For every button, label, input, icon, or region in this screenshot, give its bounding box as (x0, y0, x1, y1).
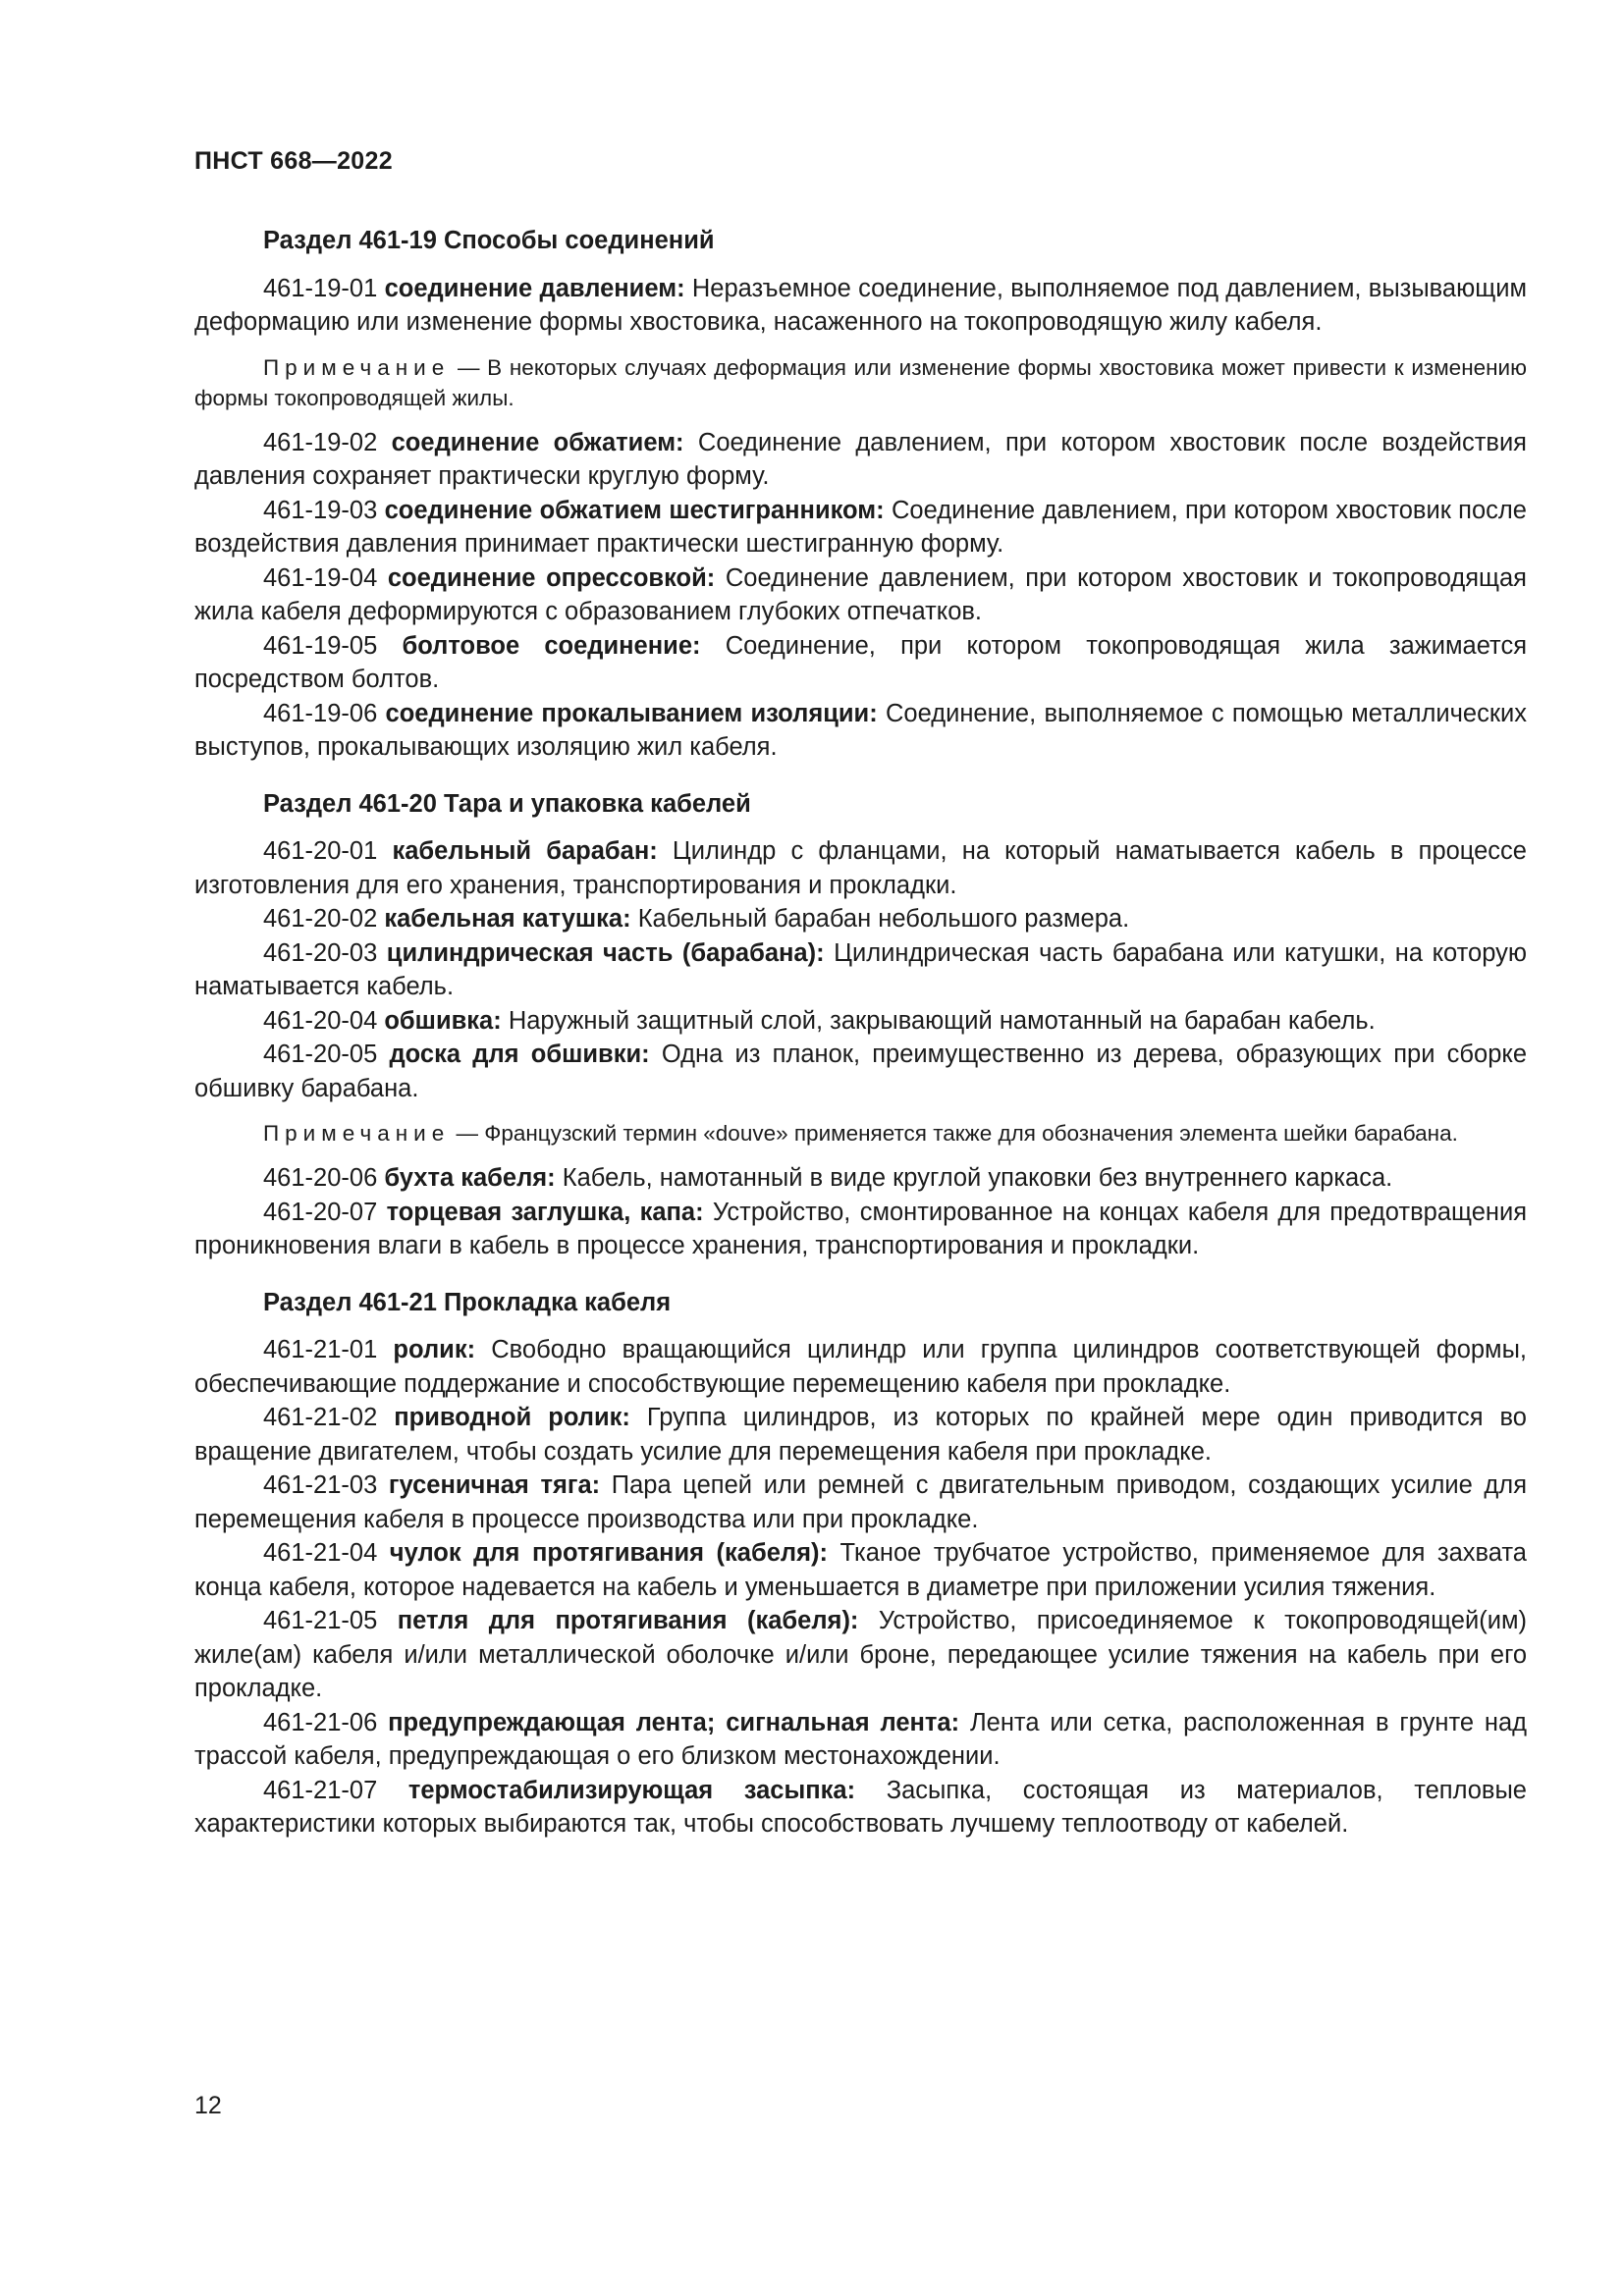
note-label: Примечание (263, 354, 451, 380)
term-code: 461-21-03 (263, 1471, 378, 1499)
term-definition: Цилиндрическая часть барабана или катушки, на которую наматывается кабель. (194, 938, 1527, 1000)
term-code: 461-19-01 (263, 274, 378, 302)
term-name: соединение обжатием: (391, 428, 684, 456)
term-name: торцевая заглушка, капа: (386, 1198, 704, 1226)
term-definition: Группа цилиндров, из которых по крайней мере один приводится во вращение двигателем, чтобы создать усилие для перемещения кабеля при прокладке. (194, 1404, 1527, 1466)
term-code: 461-20-04 (263, 1006, 378, 1035)
term-definition: Соединение давлением, при котором хвостовик после воздействия давления принимает практически шестигранную форму. (194, 496, 1527, 558)
term-name: кабельный барабан: (392, 837, 658, 865)
term-code: 461-21-06 (263, 1708, 378, 1736)
page-body (194, 224, 1527, 1864)
term-entry (194, 1536, 1527, 1604)
term-entry (194, 1038, 1527, 1105)
note (194, 352, 1527, 413)
term-code: 461-19-02 (263, 428, 378, 456)
term-definition: Лента или сетка, расположенная в грунте над трассой кабеля, предупреждающая о его близком местонахождении. (194, 1708, 1528, 1770)
term-name: приводной ролик: (394, 1404, 630, 1431)
term-code: 461-19-04 (263, 563, 378, 592)
term-definition: Одна из планок, преимущественно из дерева, образующих при сборке обшивку барабана. (194, 1041, 1528, 1102)
term-entry (194, 1468, 1527, 1536)
term-name: термостабилизирующая засыпка: (407, 1776, 856, 1804)
term-definition: Наружный защитный слой, закрывающий намотанный на барабан кабель. (508, 1006, 1376, 1035)
term-definition: Засыпка, состоящая из материалов, тепловые характеристики которых выбираются так, чтобы способствовать лучшему теплоотводу от кабелей. (194, 1776, 1527, 1838)
term-definition: Кабельный барабан небольшого размера. (637, 905, 1130, 933)
term-entry (194, 494, 1527, 561)
term-entry (194, 1706, 1527, 1774)
term-name: цилиндрическая часть (барабана): (386, 938, 825, 967)
term-code: 461-19-05 (263, 631, 378, 660)
term-name: гусеничная тяга: (388, 1471, 601, 1499)
term-name: петля для протягивания (кабеля): (397, 1607, 859, 1634)
term-name: соединение прокалыванием изоляции: (385, 699, 878, 727)
term-entry (194, 936, 1527, 1004)
term-definition: Тканое трубчатое устройство, применяемое для захвата конца кабеля, которое надевается на кабель и уменьшается в диаметре при приложении усилия тяжения. (194, 1539, 1527, 1601)
term-entry (194, 1401, 1527, 1468)
term-definition: Цилиндр с фланцами, на который наматывается кабель в процессе изготовления для его хранения, транспортирования и прокладки. (194, 837, 1527, 899)
term-entry (194, 1604, 1527, 1706)
term-definition: Соединение давлением, при котором хвостовик после воздействия давления сохраняет практически круглую форму. (194, 428, 1527, 490)
note-label: Примечание (263, 1121, 451, 1146)
term-code: 461-20-07 (263, 1198, 378, 1226)
term-entry (194, 1196, 1527, 1263)
section-heading: Раздел 461-21 Прокладка кабеля (263, 1288, 672, 1316)
term-entry (194, 1161, 1527, 1196)
section-heading: Раздел 461-19 Способы соединений (263, 227, 715, 254)
term-definition: Устройство, присоединяемое к токопроводящей(им) жиле(ам) кабеля и/или металлической оболочке и/или броне, передающее усилие тяжения на кабель при его прокладке. (194, 1607, 1527, 1702)
term-code: 461-21-07 (263, 1776, 378, 1804)
term-name: соединение давлением: (384, 274, 685, 302)
page-number: 12 (194, 2092, 222, 2119)
term-name: бухта кабеля: (384, 1164, 556, 1192)
term-definition: Соединение, выполняемое с помощью металлических выступов, прокалывающих изоляцию жил кабеля. (194, 699, 1528, 761)
term-code: 461-19-03 (263, 496, 378, 524)
term-entry (194, 561, 1527, 629)
term-name: доска для обшивки: (389, 1041, 650, 1068)
term-name: предупреждающая лента; сигнальная лента: (388, 1708, 960, 1736)
term-code: 461-20-01 (263, 837, 378, 865)
term-code: 461-21-02 (263, 1404, 378, 1431)
term-code: 461-21-01 (263, 1336, 378, 1363)
term-entry (194, 272, 1527, 340)
term-name: соединение обжатием шестигранником: (384, 496, 885, 524)
term-entry (194, 1774, 1527, 1842)
term-definition: Кабель, намотанный в виде круглой упаковки без внутреннего каркаса. (562, 1164, 1393, 1192)
term-entry (194, 1004, 1527, 1039)
term-name: ролик: (393, 1336, 476, 1363)
term-name: соединение опрессовкой: (387, 563, 716, 592)
term-definition: Устройство, смонтированное на концах кабеля для предотвращения проникновения влаги в кабель в процессе хранения, транспортирования и прокладки. (194, 1198, 1528, 1259)
note-text: — Французский термин «douve» применяется также для обозначения элемента шейки барабана. (456, 1121, 1458, 1146)
term-definition: Пара цепей или ремней с двигательным приводом, создающих усилие для перемещения кабеля в процессе производства или при прокладке. (194, 1471, 1527, 1533)
note-text: — В некоторых случаях деформация или изменение формы хвостовика может привести к изменению формы токопроводящей жилы. (194, 354, 1527, 410)
term-code: 461-20-02 (263, 905, 378, 933)
note (194, 1118, 1527, 1148)
term-definition: Неразъемное соединение, выполняемое под давлением, вызывающим деформацию или изменение формы хвостовика, насаженного на токопроводящую жилу кабеля. (194, 274, 1527, 336)
term-code: 461-20-06 (263, 1164, 378, 1192)
section-461-20 (194, 787, 1527, 1263)
term-entry (194, 834, 1527, 902)
term-entry (194, 1333, 1527, 1401)
term-entry (194, 629, 1527, 697)
section-heading: Раздел 461-20 Тара и упаковка кабелей (263, 789, 751, 818)
term-definition: Соединение, при котором токопроводящая жила зажимается посредством болтов. (194, 631, 1527, 693)
term-code: 461-19-06 (263, 699, 378, 727)
term-code: 461-20-03 (263, 938, 378, 967)
term-definition: Соединение давлением, при котором хвостовик и токопроводящая жила кабеля деформируются с образованием глубоких отпечатков. (194, 563, 1527, 625)
term-name: обшивка: (384, 1006, 502, 1035)
section-461-19 (194, 224, 1527, 765)
term-code: 461-21-05 (263, 1607, 378, 1634)
term-code: 461-20-05 (263, 1041, 378, 1068)
term-name: кабельная катушка: (384, 905, 631, 933)
term-definition: Свободно вращающийся цилиндр или группа цилиндров соответствующей формы, обеспечивающие поддержание и способствующие перемещению кабеля при прокладке. (194, 1336, 1527, 1398)
term-name: чулок для протягивания (кабеля): (389, 1539, 828, 1567)
section-461-21 (194, 1286, 1527, 1842)
term-entry (194, 697, 1527, 765)
document-id: ПНСТ 668—2022 (194, 147, 393, 175)
term-entry (194, 902, 1527, 936)
term-code: 461-21-04 (263, 1539, 378, 1567)
term-name: болтовое соединение: (402, 631, 701, 660)
term-entry (194, 426, 1527, 494)
